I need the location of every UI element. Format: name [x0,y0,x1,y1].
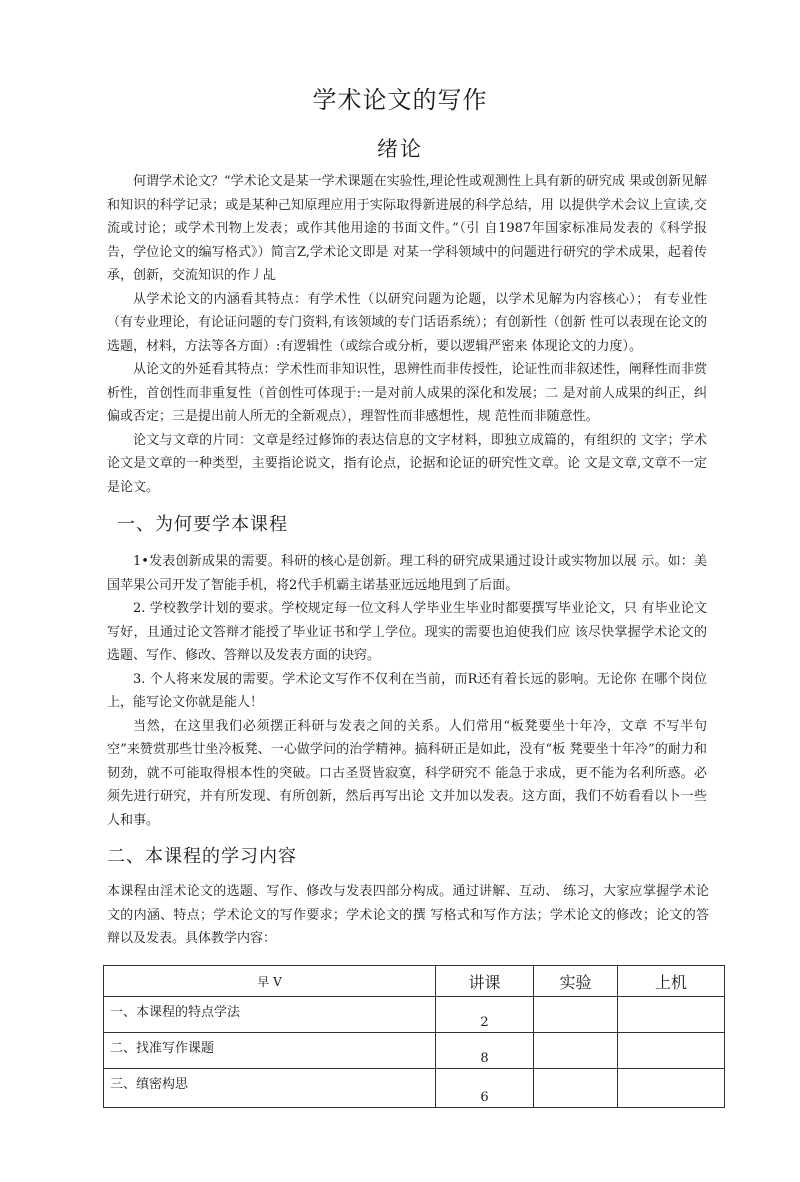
paragraph: 3. 个人将来发展的需要。学术论文写作不仅利在当前，而R还有着长远的影响。无论你 在哪个岗位上，能写论文你就是能人！ [107,671,707,710]
table-row [104,997,725,1033]
course-content-table [103,965,725,1108]
column-header-computer: 上机 [618,966,725,997]
chapter-name: 一、本课程的特点学法 [104,997,436,1033]
lecture-hours: 6 [436,1069,534,1108]
column-header-lab: 实验 [534,966,618,997]
chapter-name: 三、缜密构思 [104,1069,436,1108]
table-header-row [104,966,725,997]
section-heading-2: 二、本课程的学习内容 [107,846,297,867]
paragraph: 论文与文章的片同：文章是经过修饰的表达信息的文字材料，即独立成篇的，有组织的 文字；学术论文是文章的一种类型，主要指论说文，指有论点，论据和论证的研究性文章。论 文是文章,文章不一定是论文。 [107,432,707,495]
column-header-chapter: 早 V [104,966,436,997]
intro-text [107,170,707,499]
lab-hours [534,1069,618,1108]
paragraph: 1•发表创新成果的需要。科研的核心是创新。理工科的研究成果通过设计或实物加以展 示。如：美国苹果公司开发了智能手机，将2代手机霸主诺基亚远远地甩到了后面。 [107,554,707,593]
table-row [104,1033,725,1069]
paragraph: 当然，在这里我们必须摆正科研与发表之间的关系。人们常用“板凳要坐十年冷，文章 不写半句空”来赞赏那些廿坐冷板凳、一心做学问的治学精神。搞科研正是如此，没有“板 凳要坐十年冷”的耐力和韧劲，就不可能取得根本性的突破。口古圣贤皆寂寞，科学研究不 能急于求成，更不能为名利所惑。必须先进行研究，并有所发现、有所创新，然后再写出论 文并加以发表。这方面，我们不妨看看以卜一些人和事。 [107,718,707,828]
section-title-introduction: 绪论 [377,137,423,161]
section1-text [107,550,707,832]
paragraph: 2. 学校教学计划的要求。学校规定每一位文科人学毕业生毕业时都要撰写毕业论文，只 有毕业论文写好，且通过论文答辩才能授了毕业证书和学丄学位。现实的需要也迫使我们应 该尽快掌握学术论文的选题、写作、修改、答辩以及发表方面的诀窍。 [107,601,707,663]
document-title: 学术论文的写作 [312,86,488,114]
paragraph: 本课程由淫术论文的选题、写作、修改与发表四部分构成。通过讲解、互动、 练习，大家应掌握学术论文的内涵、特点；学术论文的写作要求；学术论文的撰 写格式和写作方法；学术论文的修改；论文的答辩以及发表。具体教学内容： [107,884,709,946]
paragraph: 何谓学术论文？“学术论文是某一学术课题在实验性,理论性或观测性上具有新的研究成 果或创新见解和知识的科学记录；或是某种己知原理应用于实际取得新进展的科学总结，用 以提供学术会议上宣读,交流或讨论；或学术刊物上发表；或作其他用途的书面文件。”（引 自1987年国家标准局发表的《科学报告，学位论文的编写格式》）简言Z,学术论文即是 对某一学科领域中的问题进行研究的学术成果，起着传承，创新，交流知识的作丿乩 [107,174,707,283]
lecture-hours: 2 [436,997,534,1033]
lab-hours [534,997,618,1033]
lab-hours [534,1033,618,1069]
table-row [104,1069,725,1108]
paragraph: 从学术论文的内涵看其特点：有学术性（以研究问题为论题，以学术见解为内容核心）； 有专业性（有专业理论，有论证问题的专门资料,有该领域的专门话语系统）；有创新性（创新 性可以表现在论文的选题，材料，方法等各方面）:有逻辑性（或综合或分析，要以逻辑严密来 体现论文的力度）。 [107,291,707,354]
paragraph: 从论文的外延看其特点：学术性而非知识性，思辨性而非传授性，论证性而非叙述性，阐释性而非赏析性，首创性而非重复性（首创性可体现于:一是对前人成果的深化和发展；二 是对前人成果的纠正，纠偏或否定；三是提出前人所无的全新观点），理智性而非感想性，规 范性而非随意性。 [107,362,707,424]
chapter-name: 二、找准写作课题 [104,1033,436,1069]
computer-hours [618,1069,725,1108]
lecture-hours: 8 [436,1033,534,1069]
section-heading-1: 一、为何要学本课程 [117,514,288,535]
computer-hours [618,1033,725,1069]
computer-hours [618,997,725,1033]
column-header-lecture: 讲课 [436,966,534,997]
section2-text [107,880,709,951]
